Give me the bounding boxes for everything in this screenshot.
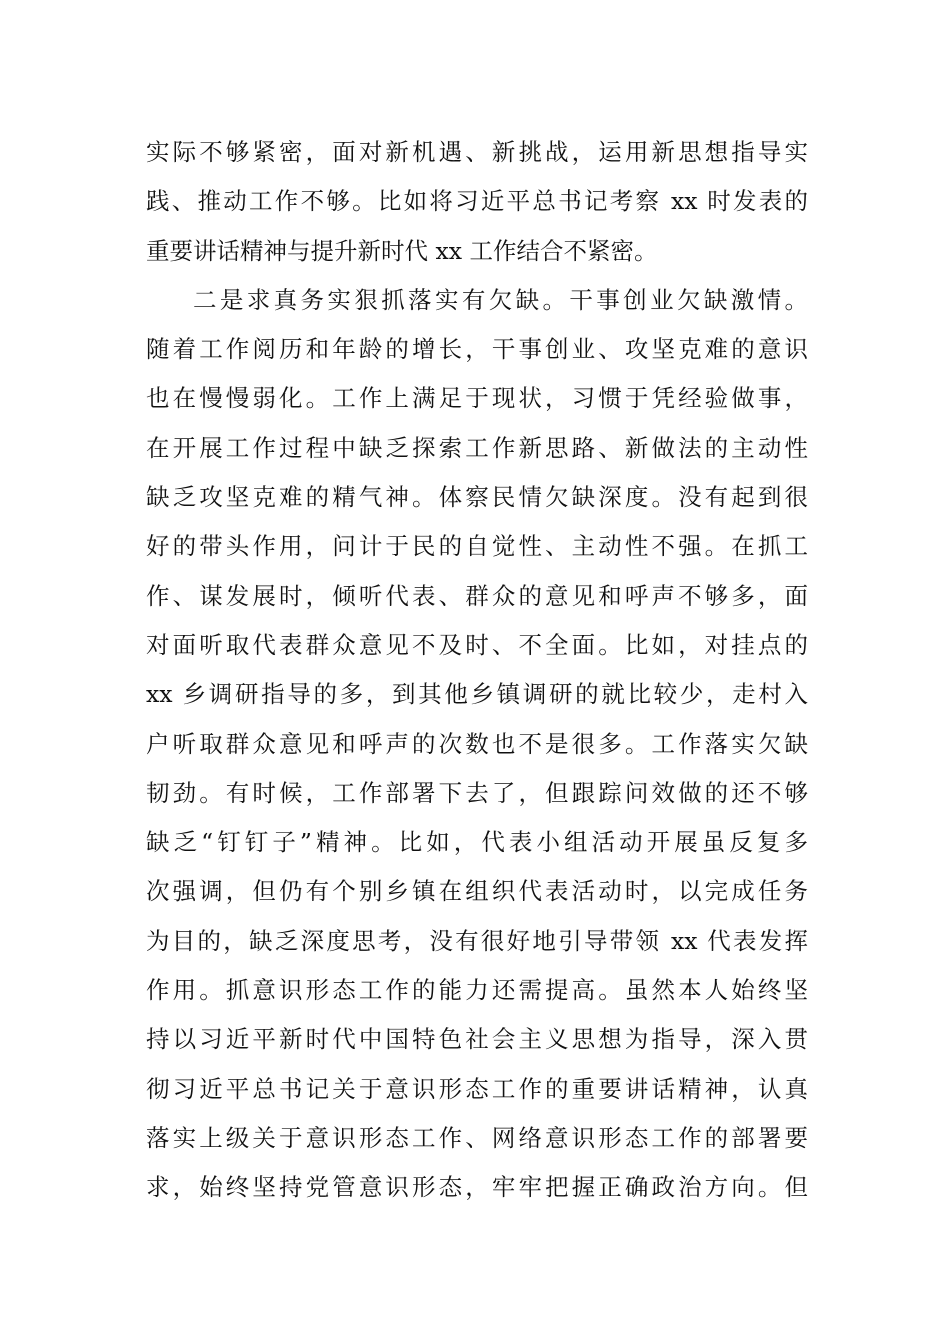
body-text bbox=[146, 128, 808, 1213]
text-line: 随着工作阅历和年龄的增长，干事创业、攻坚克难的意识 bbox=[146, 335, 808, 364]
text-line: 持以习近平新时代中国特色社会主义思想为指导，深入贯 bbox=[146, 1025, 808, 1054]
text-line: 践、推动工作不够。比如将习近平总书记考察 xx 时发表的 bbox=[146, 187, 808, 216]
text-line: 作用。抓意识形态工作的能力还需提高。虽然本人始终坚 bbox=[146, 976, 808, 1005]
text-line: 彻习近平总书记关于意识形态工作的重要讲话精神，认真 bbox=[146, 1074, 808, 1103]
text-line: 好的带头作用，问计于民的自觉性、主动性不强。在抓工 bbox=[146, 532, 808, 561]
text-line: 实际不够紧密，面对新机遇、新挑战，运用新思想指导实 bbox=[146, 138, 808, 166]
text-line: 户听取群众意见和呼声的次数也不是很多。工作落实欠缺 bbox=[146, 729, 808, 758]
text-line: 为目的，缺乏深度思考，没有很好地引导带领 xx 代表发挥 bbox=[146, 926, 808, 955]
text-line: 在开展工作过程中缺乏探索工作新思路、新做法的主动性 bbox=[146, 433, 808, 462]
text-line: 重要讲话精神与提升新时代 xx 工作结合不紧密。 bbox=[146, 236, 658, 265]
text-line: 也在慢慢弱化。工作上满足于现状，习惯于凭经验做事， bbox=[146, 384, 808, 413]
text-line: 缺乏“钉钉子”精神。比如，代表小组活动开展虽反复多 bbox=[146, 828, 808, 857]
text-line: 落实上级关于意识形态工作、网络意识形态工作的部署要 bbox=[146, 1123, 808, 1152]
paragraph-start-line: 二是求真务实狠抓落实有欠缺。干事创业欠缺激情。 bbox=[193, 285, 808, 314]
text-line: 对面听取代表群众意见不及时、不全面。比如，对挂点的 bbox=[146, 630, 808, 659]
text-line: 缺乏攻坚克难的精气神。体察民情欠缺深度。没有起到很 bbox=[146, 483, 808, 512]
text-line: 韧劲。有时候，工作部署下去了，但跟踪问效做的还不够 bbox=[146, 778, 808, 807]
text-line: 求，始终坚持党管意识形态，牢牢把握正确政治方向。但 bbox=[146, 1173, 808, 1202]
text-line: 次强调，但仍有个别乡镇在组织代表活动时，以完成任务 bbox=[146, 877, 808, 906]
text-line: xx 乡调研指导的多，到其他乡镇调研的就比较少，走村入 bbox=[146, 680, 808, 709]
text-line: 作、谋发展时，倾听代表、群众的意见和呼声不够多，面 bbox=[146, 581, 808, 610]
